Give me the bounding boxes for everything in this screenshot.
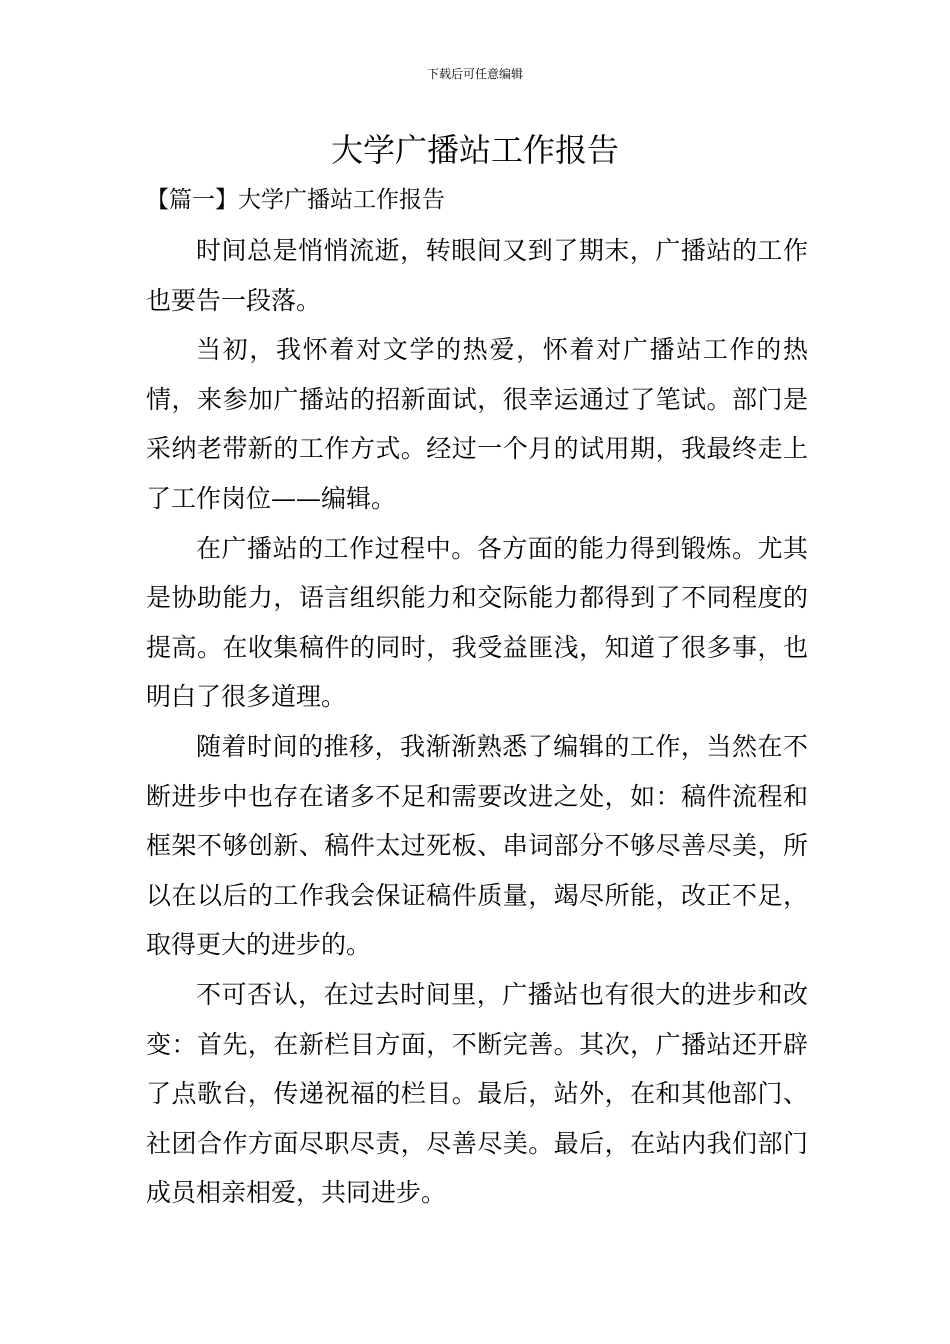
paragraph-3: 在广播站的工作过程中。各方面的能力得到锻炼。尤其是协助能力，语言组织能力和交际能力都得到了不同程度的提高。在收集稿件的同时，我受益匪浅，知道了很多事，也明白了很多道理。: [146, 533, 808, 712]
paragraph-1: 时间总是悄悄流逝，转眼间又到了期末，广播站的工作也要告一段落。: [146, 236, 808, 315]
paragraph-4: 随着时间的推移，我渐渐熟悉了编辑的工作，当然在不断进步中也存在诸多不足和需要改进之处，如：稿件流程和框架不够创新、稿件太过死板、串词部分不够尽善尽美，所以在以后的工作我会保证稿件质量，竭尽所能，改正不足，取得更大的进步的。: [146, 731, 808, 960]
document-title: 大学广播站工作报告: [330, 131, 619, 169]
paragraph-2: 当初，我怀着对文学的热爱，怀着对广播站工作的热情，来参加广播站的招新面试，很幸运通过了笔试。部门是采纳老带新的工作方式。经过一个月的试用期，我最终走上了工作岗位——编辑。: [146, 335, 808, 513]
header-note: 下载后可任意编辑: [426, 67, 523, 81]
section-heading: 【篇一】大学广播站工作报告: [146, 187, 445, 213]
document-body: [146, 226, 808, 1218]
paragraph-5: 不可否认，在过去时间里，广播站也有很大的进步和改变：首先，在新栏目方面，不断完善。其次，广播站还开辟了点歌台，传递祝福的栏目。最后，站外，在和其他部门、社团合作方面尽职尽责，尽善尽美。最后，在站内我们部门成员相亲相爱，共同进步。: [146, 979, 808, 1208]
